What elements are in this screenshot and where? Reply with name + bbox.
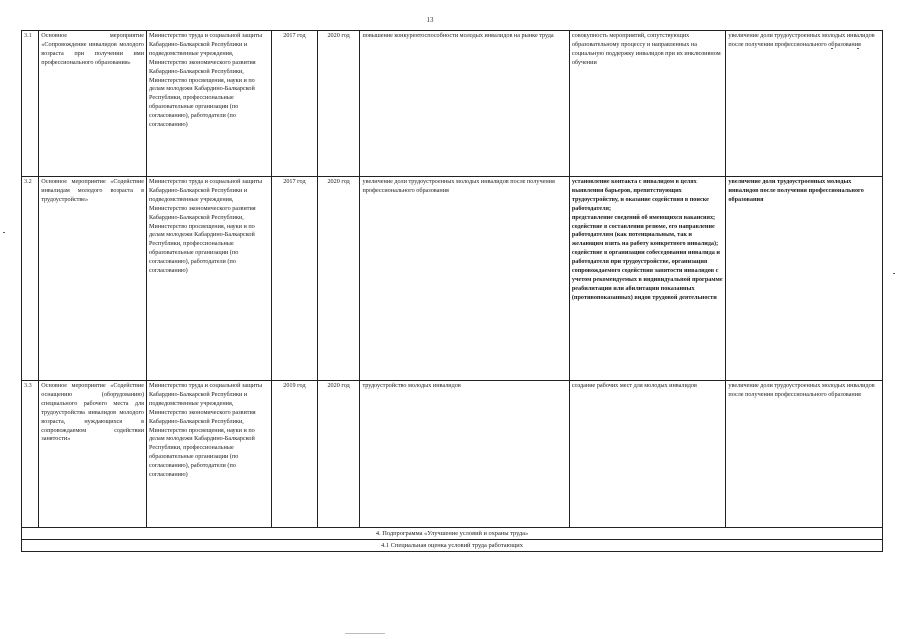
activity-start-year: 2019 год <box>272 381 318 528</box>
activity-executors: Министерство труда и социальной защиты Кабардино-Балкарской Республики и подведомственные учреждения, Министерство экономического развития Кабардино-Балкарской Республики, Министерство просвещения, науки и по делам молодежи Кабардино-Балкарской Республики, профессиональные образовательные организации (по согласованию), работодатели (по согласованию) <box>147 31 272 177</box>
scan-speck <box>893 273 895 274</box>
subprogram-title: 4. Подпрограмма «Улучшение условий и охраны труда» <box>22 528 883 540</box>
activity-executors: Министерство труда и социальной защиты Кабардино-Балкарской Республики и подведомственные учреждения, Министерство экономического развития Кабардино-Балкарской Республики, Министерство просвещения, науки и по делам молодежи Кабардино-Балкарской Республики, профессиональные образовательные организации (по согласованию), работодатели (по согласованию) <box>147 177 272 381</box>
program-activities-table <box>21 30 883 552</box>
activity-contents: совокупность мероприятий, сопутствующих образовательному процессу и направленных на социальную поддержку инвалидов при их инклюзивном обучении <box>569 31 726 177</box>
scan-speck <box>857 48 859 49</box>
activity-indicator: увеличение доли трудоустроенных молодых инвалидов после получения профессионального образования <box>726 381 883 528</box>
table-row <box>22 381 883 528</box>
activity-end-year: 2020 год <box>317 31 360 177</box>
activity-name: Основное мероприятие «Содействие оснащению (оборудованию) специального рабочего места для трудоустройства инвалидов молодого возраста, нуждающихся в сопровождаемом содействии занятости» <box>39 381 147 528</box>
scan-speck <box>831 48 833 49</box>
activity-expected-result: трудоустройство молодых инвалидов <box>360 381 569 528</box>
activity-end-year: 2020 год <box>317 177 360 381</box>
activity-number: 3.1 <box>22 31 39 177</box>
activity-start-year: 2017 год <box>272 31 318 177</box>
activity-contents: установление контакта с инвалидом в целях выявления барьеров, препятствующих трудоустройству, и оказание содействия в поиске работодателя; представление сведений об имеющихся вакансиях; содействие в составлении резюме, его направление работодателям (как потенциальным, так и желающим взять на работу конкретного инвалида); содействие в организации собеседования инвалида и работодателя при трудоустройстве, организация сопровождаемого содействия занятости инвалидов с учетом рекомендуемых в индивидуальной программе реабилитации или абилитации показанных (противопоказанных) видов трудовой деятельности <box>569 177 726 381</box>
activity-start-year: 2017 год <box>272 177 318 381</box>
activity-number: 3.2 <box>22 177 39 381</box>
activity-end-year: 2020 год <box>317 381 360 528</box>
page-number: 13 <box>426 16 434 24</box>
subprogram-row <box>22 528 883 540</box>
activity-contents: создание рабочих мест для молодых инвалидов <box>569 381 726 528</box>
table-row <box>22 31 883 177</box>
activity-indicator: увеличение доли трудоустроенных молодых инвалидов после получения профессионального образования <box>726 31 883 177</box>
scan-artifact <box>345 633 385 634</box>
table-row <box>22 177 883 381</box>
activity-name: Основное мероприятие «Сопровождение инвалидов молодого возраста при получении ими профессионального образования» <box>39 31 147 177</box>
section-row <box>22 540 883 552</box>
activity-expected-result: повышение конкурентоспособности молодых инвалидов на рынке труда <box>360 31 569 177</box>
activity-executors: Министерство труда и социальной защиты Кабардино-Балкарской Республики и подведомственные учреждения, Министерство экономического развития Кабардино-Балкарской Республики, Министерство просвещения, науки и по делам молодежи Кабардино-Балкарской Республики, профессиональные образовательные организации (по согласованию), работодатели (по согласованию) <box>147 381 272 528</box>
activity-indicator: увеличение доли трудоустроенных молодых инвалидов после получения профессионального образования <box>726 177 883 381</box>
scan-speck <box>3 232 5 233</box>
activity-number: 3.3 <box>22 381 39 528</box>
activity-expected-result: увеличение доли трудоустроенных молодых инвалидов после получения профессионального образования <box>360 177 569 381</box>
section-title: 4.1 Специальная оценка условий труда работающих <box>22 540 883 552</box>
activity-name: Основное мероприятие «Содействие инвалидам молодого возраста в трудоустройстве» <box>39 177 147 381</box>
